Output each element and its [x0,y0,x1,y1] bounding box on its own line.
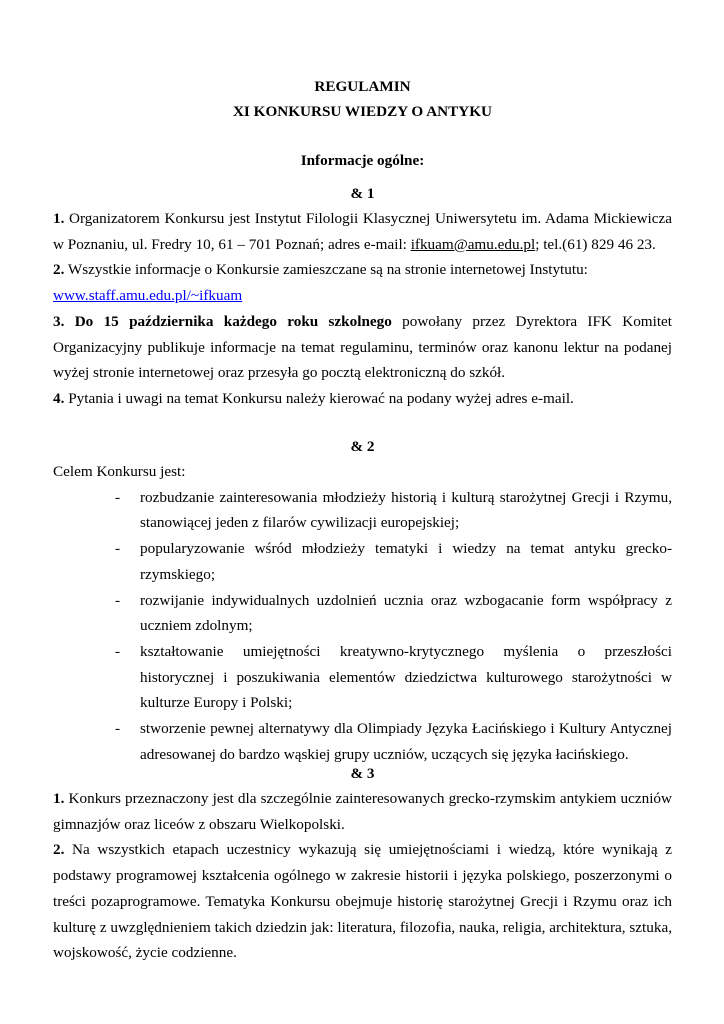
section-heading: Informacje ogólne: [300,152,425,169]
paragraph-number: 2. [53,261,65,279]
paragraph-number: 1. [53,790,65,807]
section-2-body [53,459,672,767]
paragraph-text: Na wszystkich etapach uczestnicy wykazują się umiejętnościami i wiedzą, które wynikają z podstawy programowej kształcenia ogólnego w zakresie historii i języka polskiego, poszerzonymi o treści pozaprogramowe. Tematyka Konkursu obejmuje historię starożytnej Grecji i Rzymu oraz ich kulturę z uwzględnieniem takich dziedzin jak: literatura, filozofia, nauka, religia, architektura, sztuka, wojskowość, życie codzienne. [53,841,672,962]
website-link[interactable]: www.staff.amu.edu.pl/~ifkuam [53,287,243,305]
list-item-text: popularyzowanie wśród młodzieży tematyki i wiedzy na temat antyku grecko-rzymskiego; [140,540,672,583]
list-item [53,536,672,587]
paragraph-number: 3. [53,312,65,330]
paragraph-3-1 [53,786,672,837]
goals-intro: Celem Konkursu jest: [53,463,186,480]
paragraph-1-1 [53,206,672,257]
paragraph-number: 1. [53,210,65,227]
document-subtitle: XI KONKURSU WIEDZY O ANTYKU [232,103,493,120]
section-3-body [53,786,672,966]
paragraph-1-2 [53,257,672,283]
list-item [53,588,672,639]
list-dash: - [115,720,121,738]
goals-list [53,485,672,768]
paragraph-number: 4. [53,389,65,407]
section-marker-3: & 3 [350,765,375,782]
paragraph-text: powołany przez Dyrektora IFK Komitet Organizacyjny publikuje informacje na temat regulaminu, terminów oraz kanonu lektur na podanej wyżej stronie internetowej oraz przesyła go pocztą elektroniczną do szkół. [53,312,672,382]
list-item-text: stworzenie pewnej alternatywy dla Olimpiady Języka Łacińskiego i Kultury Antycznej adresowanej do bardzo wąskiej grupy uczniów, uczących się języka łacińskiego. [140,720,672,763]
paragraph-1-3 [53,309,672,386]
list-item-text: rozbudzanie zainteresowania młodzieży historią i kulturą starożytnej Grecji i Rzymu, stanowiącej jeden z filarów cywilizacji europejskiej; [140,488,672,532]
document-title: REGULAMIN [314,78,411,95]
section-marker-2: & 2 [350,438,375,455]
section-1-body [53,206,672,412]
paragraph-1-4 [53,386,672,412]
email-link[interactable]: ifkuam@amu.edu.pl [410,235,536,253]
list-item [53,716,672,767]
list-item-text: kształtowanie umiejętności kreatywno-krytycznego myślenia o przeszłości historycznej i poszukiwania elementów dziedzictwa kulturowego starożytności w kulturze Europy i Polski; [140,642,672,712]
paragraph-text: Pytania i uwagi na temat Konkursu należy kierować na podany wyżej adres e-mail. [64,389,574,407]
paragraph-text: Wszystkie informacje o Konkursie zamieszczane są na stronie internetowej Instytutu: [64,261,588,279]
paragraph-text: ; tel.(61) 829 46 23. [535,235,656,253]
paragraph-1-2-url [53,283,672,309]
list-dash: - [115,642,121,660]
list-dash: - [115,591,121,609]
paragraph-number: 2. [53,841,65,859]
paragraph-text: Konkurs przeznaczony jest dla szczególnie zainteresowanych grecko-rzymskim antykiem uczniów gimnazjów oraz liceów z obszaru Wielkopolski. [53,790,672,833]
list-dash: - [115,488,121,506]
deadline-text: Do 15 października każdego roku szkolnego [64,312,392,330]
paragraph-text: Organizatorem Konkursu jest Instytut Filologii Klasycznej Uniwersytetu im. Adama Mickiewicza w Poznaniu, ul. Fredry 10, 61 – 701 Poznań; adres e-mail: [53,210,672,253]
list-item [53,485,672,536]
paragraph-3-2 [53,837,672,966]
list-dash: - [115,540,121,558]
section-marker-1: & 1 [350,185,375,202]
list-item [53,639,672,716]
list-item-text: rozwijanie indywidualnych uzdolnień ucznia oraz wzbogacanie form współpracy z uczniem zdolnym; [140,591,672,635]
